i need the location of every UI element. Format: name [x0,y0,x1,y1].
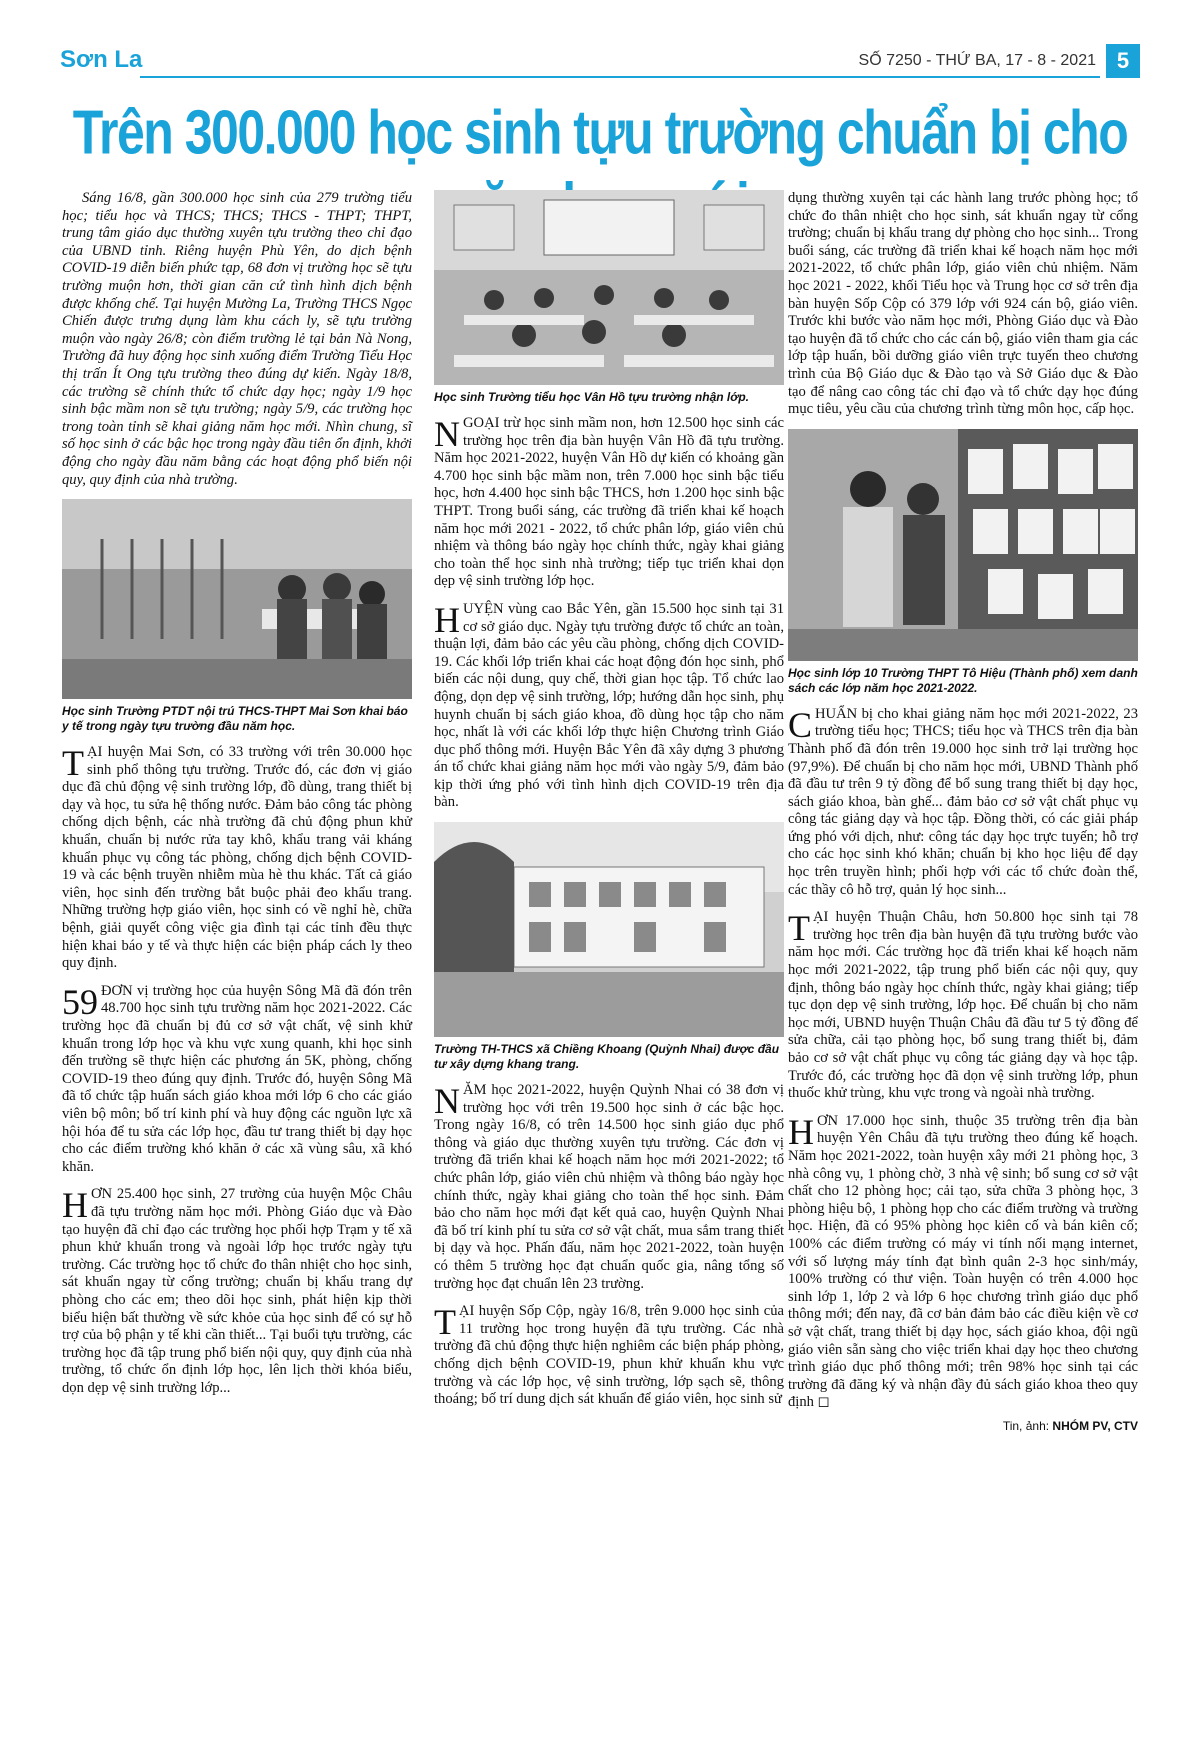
paragraph-text: HUẨN bị cho khai giảng năm học mới 2021-2022, 23 trường tiểu học; THCS; tiểu học và THCS trên địa bàn Thành phố đã đón trên 19.000 học sinh trở lại trường học (97,9%). Để chuẩn bị cho năm học mới, UBND Thành phố đã đầu tư trên 9 tỷ đồng để bổ sung trang thiết bị dạy học, sách giáo khoa, bàn ghế... đảm bảo cơ sở vật chất phục vụ công tác giảng dạy và học tập. Đồng thời, có các giải pháp ứng phó với dịch, như: công tác dạy học trực tuyến; hỗ trợ cho các học sinh khó khăn; chuẩn bị kho học liệu để dạy học trên truyền hình; phối hợp với các tổ chức đoàn thể, các thầy cô hỗ trợ, quản lý học sinh... [788,705,1138,898]
photo-graphic [434,190,784,385]
paragraph-bac-yen [434,601,784,812]
paragraph-text: ẠI huyện Sốp Cộp, ngày 16/8, trên 9.000 học sinh của 11 trường học trong huyện đã tựu trường. Các nhà trường đã chủ động thực hiện nghiêm các biện pháp phòng, chống dịch bệnh COVID-19, phun khử khuẩn khu vực trường và các lớp học, vệ sinh trường, lớp sạch sẽ, thông thoáng; bố trí dung dịch sát khuẩn để giáo viên, học sinh sử [434,1303,784,1408]
paragraph-text: ƠN 17.000 học sinh, thuộc 35 trường trên địa bàn huyện Yên Châu đã tựu trường theo đúng kế hoạch. Năm học 2021-2022, toàn huyện xây mới 21 phòng học, 3 nhà công vụ, 1 phòng chờ, 3 nhà vệ sinh; bổ sung cơ sở vật chất cho 12 phòng học; cải tạo, sửa chữa 3 phòng học, 3 phòng hiệu bộ, 1 phòng họp cho các điểm trường và trường học. Hiện, đã có 95% phòng học kiên cố và bán kiên cố; 100% các điểm trường có máy vi tính nối mạng internet, với số lượng máy tính đạt bình quân 2-3 học sinh/máy, 100% trường có thư viện. Toàn huyện có trên 4.000 học sinh lớp 1, lớp 2 và lớp 6 học chương trình giáo dục phổ thông mới; đến nay, đã cơ bản đảm bảo các điều kiện về cơ sở vật chất, trang thiết bị dạy học, sách giáo khoa, đội ngũ giáo viên sẵn sàng cho việc triển khai dạy học theo chương trình giáo dục phổ thông mới; trên 98% học sinh tại các trường đã đăng ký và nhận đầy đủ sách giáo khoa theo quy định ◻ [788,1112,1138,1411]
column-3 [788,190,1138,1435]
photo-graphic [62,499,412,699]
paragraph-mai-son [62,744,412,973]
paragraph-thuan-chau [788,909,1138,1103]
paragraph-sop-cop-continued: dụng thường xuyên tại các hành lang trước phòng học; tổ chức đo thân nhiệt cho học sinh, sát khuẩn ngay từ cổng trường; chuẩn bị khẩu trang dự phòng cho học sinh... Trong buổi sáng, các trường đã triển khai kế hoạch năm học mới 2021-2022, tổ chức phân lớp, giáo viên chủ nhiệm. Năm học 2021 - 2022, khối Tiểu học và Trung học cơ sở trên địa bàn huyện Sốp Cộp có 379 lớp với 924 cán bộ, giáo viên. Trước khi bước vào năm học mới, Phòng Giáo dục và Đào tạo huyện đã tổ chức cho các cán bộ, giáo viên tham gia các lớp tập huấn, bồi dưỡng giáo viên trực tuyến theo chương trình của Bộ Giáo dục & Đào tạo và Sở Giáo dục & Đào tạo để nâng cao công tác chỉ đạo và tổ chức dạy học đúng mục tiêu, yêu cầu của chương trình từng môn học, cấp học. [788,190,1138,418]
drop-cap: H [62,1185,88,1226]
drop-cap: H [788,1111,814,1152]
photo-to-hieu-class-list [788,429,1138,661]
photo-graphic [788,429,1138,661]
paragraph-sop-cop [434,1303,784,1409]
column-2 [434,190,784,1419]
drop-cap: T [62,743,84,784]
drop-cap: C [788,704,813,745]
paragraph-van-ho [434,415,784,591]
article-credit [788,1418,1138,1436]
drop-cap: H [434,599,460,640]
issue-info: SỐ 7250 - THỨ BA, 17 - 8 - 2021 [858,52,1096,69]
drop-cap: T [434,1302,456,1343]
credit-prefix: Tin, ảnh: [1002,1418,1050,1433]
photo-mai-son-students [62,499,412,699]
paragraph-text: ĐƠN vị trường học của huyện Sông Mã đã đón trên 48.700 học sinh tựu trường năm học 2021-2022. Các trường học đã chuẩn bị đủ cơ sở vật chất, vệ sinh khử khuẩn trong lớp học và khu vực xung quanh, khi học sinh đến trường sẽ thực hiện các phương án 5K, phòng, chống COVID-19 theo đúng quy định. Trước đó, huyện Sông Mã đã tổ chức tập huấn sách giáo khoa mới lớp 6 cho các giáo viên bộ môn; bố trí kinh phí và huy động các nguồn lực xã hội hóa để tu sửa các lớp học, đầu tư trang thiết bị dạy học cho các điểm trường khó khăn ở các xã vùng sâu, xã khó khăn. [62,982,412,1175]
caption-photo-1: Học sinh Trường PTDT nội trú THCS-THPT Mai Sơn khai báo y tế trong ngày tựu trường đầu năm học. [62,704,408,734]
photo-chieng-khoang-school [434,822,784,1037]
photo-graphic [434,822,784,1037]
drop-cap: N [434,414,460,454]
paragraph-text: GOẠI trừ học sinh mầm non, hơn 12.500 học sinh các trường học trên địa bàn huyện Vân Hồ đã tựu trường. Năm học 2021-2022, huyện Vân Hồ dự kiến có khoảng gần 4.700 học sinh bậc mầm non, trên 7.000 học sinh bậc tiểu học, hơn 4.400 học sinh bậc THCS, hơn 1.200 học sinh bậc THPT. Trong buổi sáng, các trường đã triển khai kế hoạch năm học mới 2021 - 2022, tổ chức phân lớp, giáo viên chủ nhiệm và thông báo ngày học chính thức, ngày khai giảng cho toàn thể học sinh nhà trường; tiếp tục triển khai dọn dẹp vệ sinh trường lớp học. [434,415,784,590]
caption-photo-4: Học sinh lớp 10 Trường THPT Tô Hiệu (Thành phố) xem danh sách các lớp năm học 2021-2022. [788,665,1138,695]
paragraph-text: UYỆN vùng cao Bắc Yên, gần 15.500 học sinh tại 31 cơ sở giáo dục. Ngày tựu trường được tổ chức an toàn, thuận lợi, đảm bảo các yêu cầu phòng, chống dịch COVID-19. Các khối lớp triển khai các hoạt động đón học sinh, phổ biến các nội dung, quy chế, thời gian học tập. Tổ chức lao động, dọn dẹp vệ sinh trường, lớp; hướng dẫn học sinh, phụ huynh chuẩn bị sách giáo khoa, đồ dùng học tập cho năm học, nhất là với các khối lớp thực hiện Chương trình Giáo dục phổ thông mới. Huyện Bắc Yên đã xây dựng 3 phương án tổ chức khai giảng năm học mới vào ngày 5/9, đảm bảo kịp thời ứng phó với tình hình dịch COVID-19 trên địa bàn. [434,600,784,811]
caption-photo-2: Học sinh Trường tiểu học Vân Hồ tựu trường nhận lớp. [434,390,749,404]
page-header [60,46,1140,78]
credit-names: NHÓM PV, CTV [1052,1418,1138,1433]
section-name: Sơn La [60,46,143,73]
header-rule [140,76,1100,78]
lead-paragraph: Sáng 16/8, gần 300.000 học sinh của 279 trường tiểu học; tiểu học và THCS; THCS; THCS - THPT; THPT, trung tâm giáo dục thường xuyên tựu trường theo chỉ đạo của UBND tỉnh. Riêng huyện Phù Yên, do dịch bệnh COVID-19 diễn biến phức tạp, 68 đơn vị trường học sẽ tựu trường muộn hơn, thời gian căn cứ tình hình dịch bệnh được khống chế. Tại huyện Mường La, Trường THCS Ngọc Chiến được trưng dụng làm khu cách ly, sẽ tựu trường muộn vào ngày 26/8; còn điểm trường lẻ tại bản Nà Nong, Trường đã huy động học sinh xuống điểm Trường Tiểu Học thị trấn Ít Ong tựu trường theo đúng dự kiến. Ngày 18/8, các trường sẽ chính thức tổ chức dạy học; ngày 1/9 học sinh bậc mầm non sẽ tựu trường; ngày 5/9, các trường học trong toàn tỉnh sẽ khai giảng năm học mới. Nhìn chung, sĩ số học sinh ở các bậc học trong ngày đầu tiên ổn định, khởi động cho ngày đầu năm bằng các hoạt động phổ biến nội quy, quy định của nhà trường. [62,190,412,488]
paragraph-text: ẠI huyện Thuận Châu, hơn 50.800 học sinh tại 78 trường học trên địa bàn huyện đã tựu trường bước vào năm học mới. Các trường học đã triển khai kế hoạch năm học mới 2021-2022, tập trung phổ biến các nội quy, quy định, thông báo ngày học chính thức, ngày khai giảng; tiếp tục dọn dẹp vệ sinh trường, lớp học. Để chuẩn bị cho năm học mới, UBND huyện Thuận Châu đã đầu tư 5 tỷ đồng để sửa chữa, cải tạo phòng học, bổ sung trang thiết bị, đảm bảo cơ sở vật chất phục vụ công tác giảng dạy và học tập. Trước đó, các trường học đã dọn vệ sinh trường lớp, phun thuốc khử trùng, khu vực trong và ngoài nhà trường. [788,909,1138,1102]
paragraph-song-ma [62,983,412,1177]
paragraph-text: ĂM học 2021-2022, huyện Quỳnh Nhai có 38 đơn vị trường học với trên 19.500 học sinh ở các bậc học. Trong ngày 16/8, có trên 14.500 học sinh giáo dục phổ thông và giáo dục thường xuyên tựu trường. Các đơn vị trường đã triển khai kế hoạch năm học mới 2021-2022; tổ chức phân lớp, giáo viên chủ nhiệm và thông báo ngày học chính thức, ngày khai giảng cho toàn thể học sinh. Đảm bảo cho năm học mới đạt kết quả cao, huyện Quỳnh Nhai đã bố trí kinh phí tu sửa cơ sở vật chất, mua sắm trang thiết bị dạy và học. Phấn đấu, năm học 2021-2022, toàn huyện có thêm 5 trường học đạt chuẩn quốc gia, nâng tổng số trường học đạt chuẩn lên 23 trường. [434,1082,784,1292]
page-number: 5 [1106,44,1140,78]
paragraph-text: ẠI huyện Mai Sơn, có 33 trường với trên 30.000 học sinh phổ thông tựu trường. Trước đó, các đơn vị giáo dục đã chủ động vệ sinh trường lớp, đồ dùng, trang thiết bị dạy và học, tu sửa hệ thống nước. Đảm bảo công tác phòng chống dịch bệnh, các nhà trường đã chủ động phun khử khuẩn, chuẩn bị nước rửa tay khô, khẩu trang vải kháng khuẩn phục vụ công tác phòng, chống dịch bệnh COVID-19 và các bệnh truyền nhiễm mùa hè thu khác. Tất cả giáo viên, học sinh đến trường bắt buộc phải đeo khẩu trang. Những trường hợp giáo viên, học sinh có về nghỉ hè, chữa bệnh, giải quyết công việc gia đình tại các tỉnh đều thực hiện khai báo y tế và thực hiện các biện pháp cách ly theo quy định. [62,744,412,972]
paragraph-moc-chau [62,1186,412,1397]
paragraph-yen-chau [788,1113,1138,1412]
drop-cap: N [434,1081,460,1122]
caption-photo-3: Trường TH-THCS xã Chiềng Khoang (Quỳnh Nhai) được đầu tư xây dựng khang trang. [434,1042,780,1072]
paragraph-quynh-nhai [434,1082,784,1293]
drop-cap: T [788,908,810,949]
photo-van-ho-classroom [434,190,784,385]
drop-cap: 59 [62,981,98,1022]
paragraph-text: ƠN 25.400 học sinh, 27 trường của huyện Mộc Châu đã tựu trường năm học mới. Phòng Giáo dục và Đào tạo huyện đã chỉ đạo các trường học phối hợp Trạm y tế xã phun khử khuẩn trong và ngoài lớp học trước ngày tựu trường. Các trường học tổ chức đo thân nhiệt cho học sinh, sát khuẩn ngay từ cổng trường; chuẩn bị khẩu trang dự phòng cho các em; theo dõi học sinh, phát hiện kịp thời biểu hiện bất thường về sức khỏe của học sinh để có sự hỗ trợ của bộ phận y tế khi cần thiết... Tại buổi tựu trường, các trường học đã tập trung phổ biến nội quy, quy định của nhà trường, tổ chức ổn định lớp học, lên lịch thời khóa biểu, dọn dẹp vệ sinh trường lớp... [62,1186,412,1396]
column-1 [62,190,412,1407]
headline: Trên 300.000 học sinh tựu trường chuẩn bị cho [72,97,1128,168]
paragraph-thanh-pho [788,706,1138,900]
